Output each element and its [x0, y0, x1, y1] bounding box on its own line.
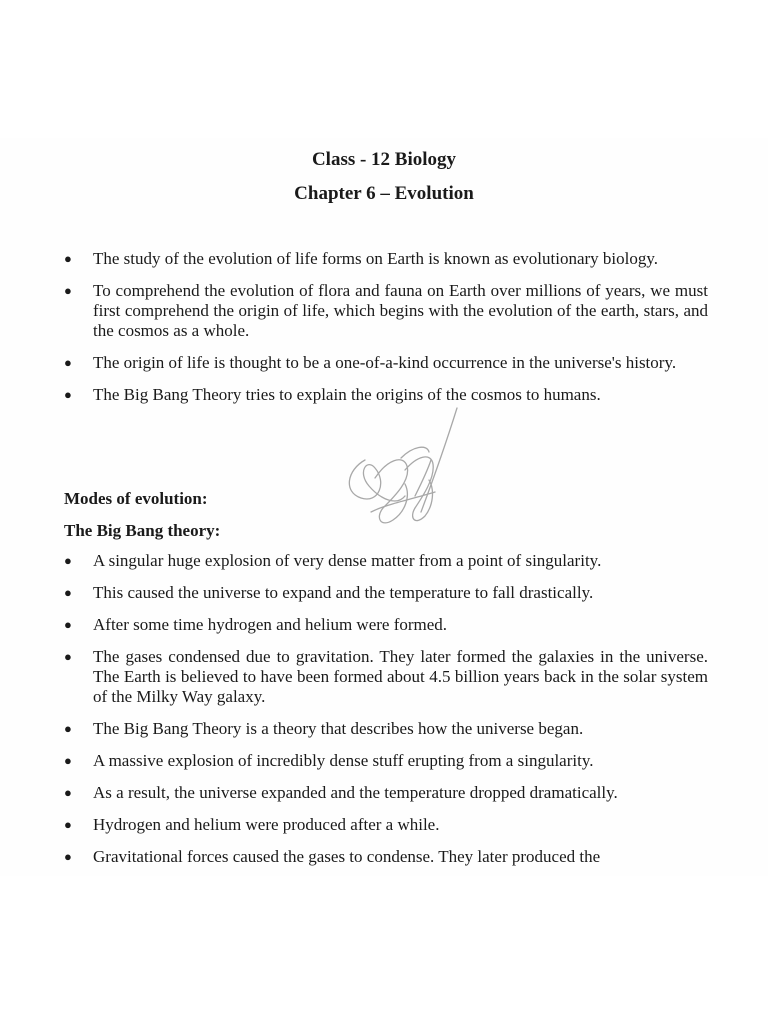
list-item: [64, 615, 708, 635]
bullet-icon: ●: [64, 585, 72, 600]
intro-bullet-list: [64, 249, 708, 417]
list-item: [64, 583, 708, 603]
list-item: [64, 281, 708, 341]
document-title: Class - 12 Biology: [311, 149, 457, 170]
list-item-text: To comprehend the evolution of flora and fauna on Earth over millions of years, we must first comprehend the origin of life, which begins with the evolution of the earth, stars, and the cosmos as a whole.: [93, 281, 708, 340]
list-item: [64, 783, 708, 803]
list-item-text: After some time hydrogen and helium were formed.: [93, 615, 448, 634]
list-item-text: As a result, the universe expanded and the temperature dropped dramatically.: [93, 783, 618, 802]
list-item-text: The Big Bang Theory tries to explain the origins of the cosmos to humans.: [93, 385, 601, 404]
list-item: [64, 551, 708, 571]
list-item: [64, 847, 708, 867]
bullet-icon: ●: [64, 721, 72, 736]
list-item-text: The gases condensed due to gravitation. They later formed the galaxies in the universe. The Earth is believed to have been formed about 4.5 billion years back in the solar system of the Milky Way galaxy.: [93, 647, 708, 706]
bullet-icon: ●: [64, 849, 72, 864]
bullet-icon: ●: [64, 387, 72, 402]
bullet-icon: ●: [64, 283, 72, 298]
list-item-text: The Big Bang Theory is a theory that describes how the universe began.: [93, 719, 584, 738]
bullet-icon: ●: [64, 649, 72, 664]
list-item-text: A singular huge explosion of very dense matter from a point of singularity.: [93, 551, 602, 570]
list-item: [64, 719, 708, 739]
list-item-text: The study of the evolution of life forms on Earth is known as evolutionary biology.: [93, 249, 658, 268]
list-item-text: Hydrogen and helium were produced after a while.: [93, 815, 440, 834]
bullet-icon: ●: [64, 617, 72, 632]
list-item-text: Gravitational forces caused the gases to condense. They later produced the: [93, 847, 601, 866]
modes-heading: Modes of evolution:: [64, 489, 208, 508]
bullet-icon: ●: [64, 785, 72, 800]
list-item-text: This caused the universe to expand and the temperature to fall drastically.: [93, 583, 594, 602]
list-item: [64, 353, 708, 373]
bullet-icon: ●: [64, 355, 72, 370]
list-item-text: The origin of life is thought to be a one-of-a-kind occurrence in the universe's history.: [93, 353, 677, 372]
bullet-icon: ●: [64, 251, 72, 266]
bullet-icon: ●: [64, 553, 72, 568]
big-bang-bullet-list: [64, 551, 708, 879]
signature-watermark-icon: [335, 400, 465, 550]
list-item-text: A massive explosion of incredibly dense stuff erupting from a singularity.: [93, 751, 594, 770]
list-item: [64, 647, 708, 707]
big-bang-heading: The Big Bang theory:: [64, 521, 221, 540]
bullet-icon: ●: [64, 817, 72, 832]
list-item: [64, 751, 708, 771]
bullet-icon: ●: [64, 753, 72, 768]
chapter-title: Chapter 6 – Evolution: [294, 183, 474, 204]
list-item: [64, 249, 708, 269]
list-item: [64, 815, 708, 835]
